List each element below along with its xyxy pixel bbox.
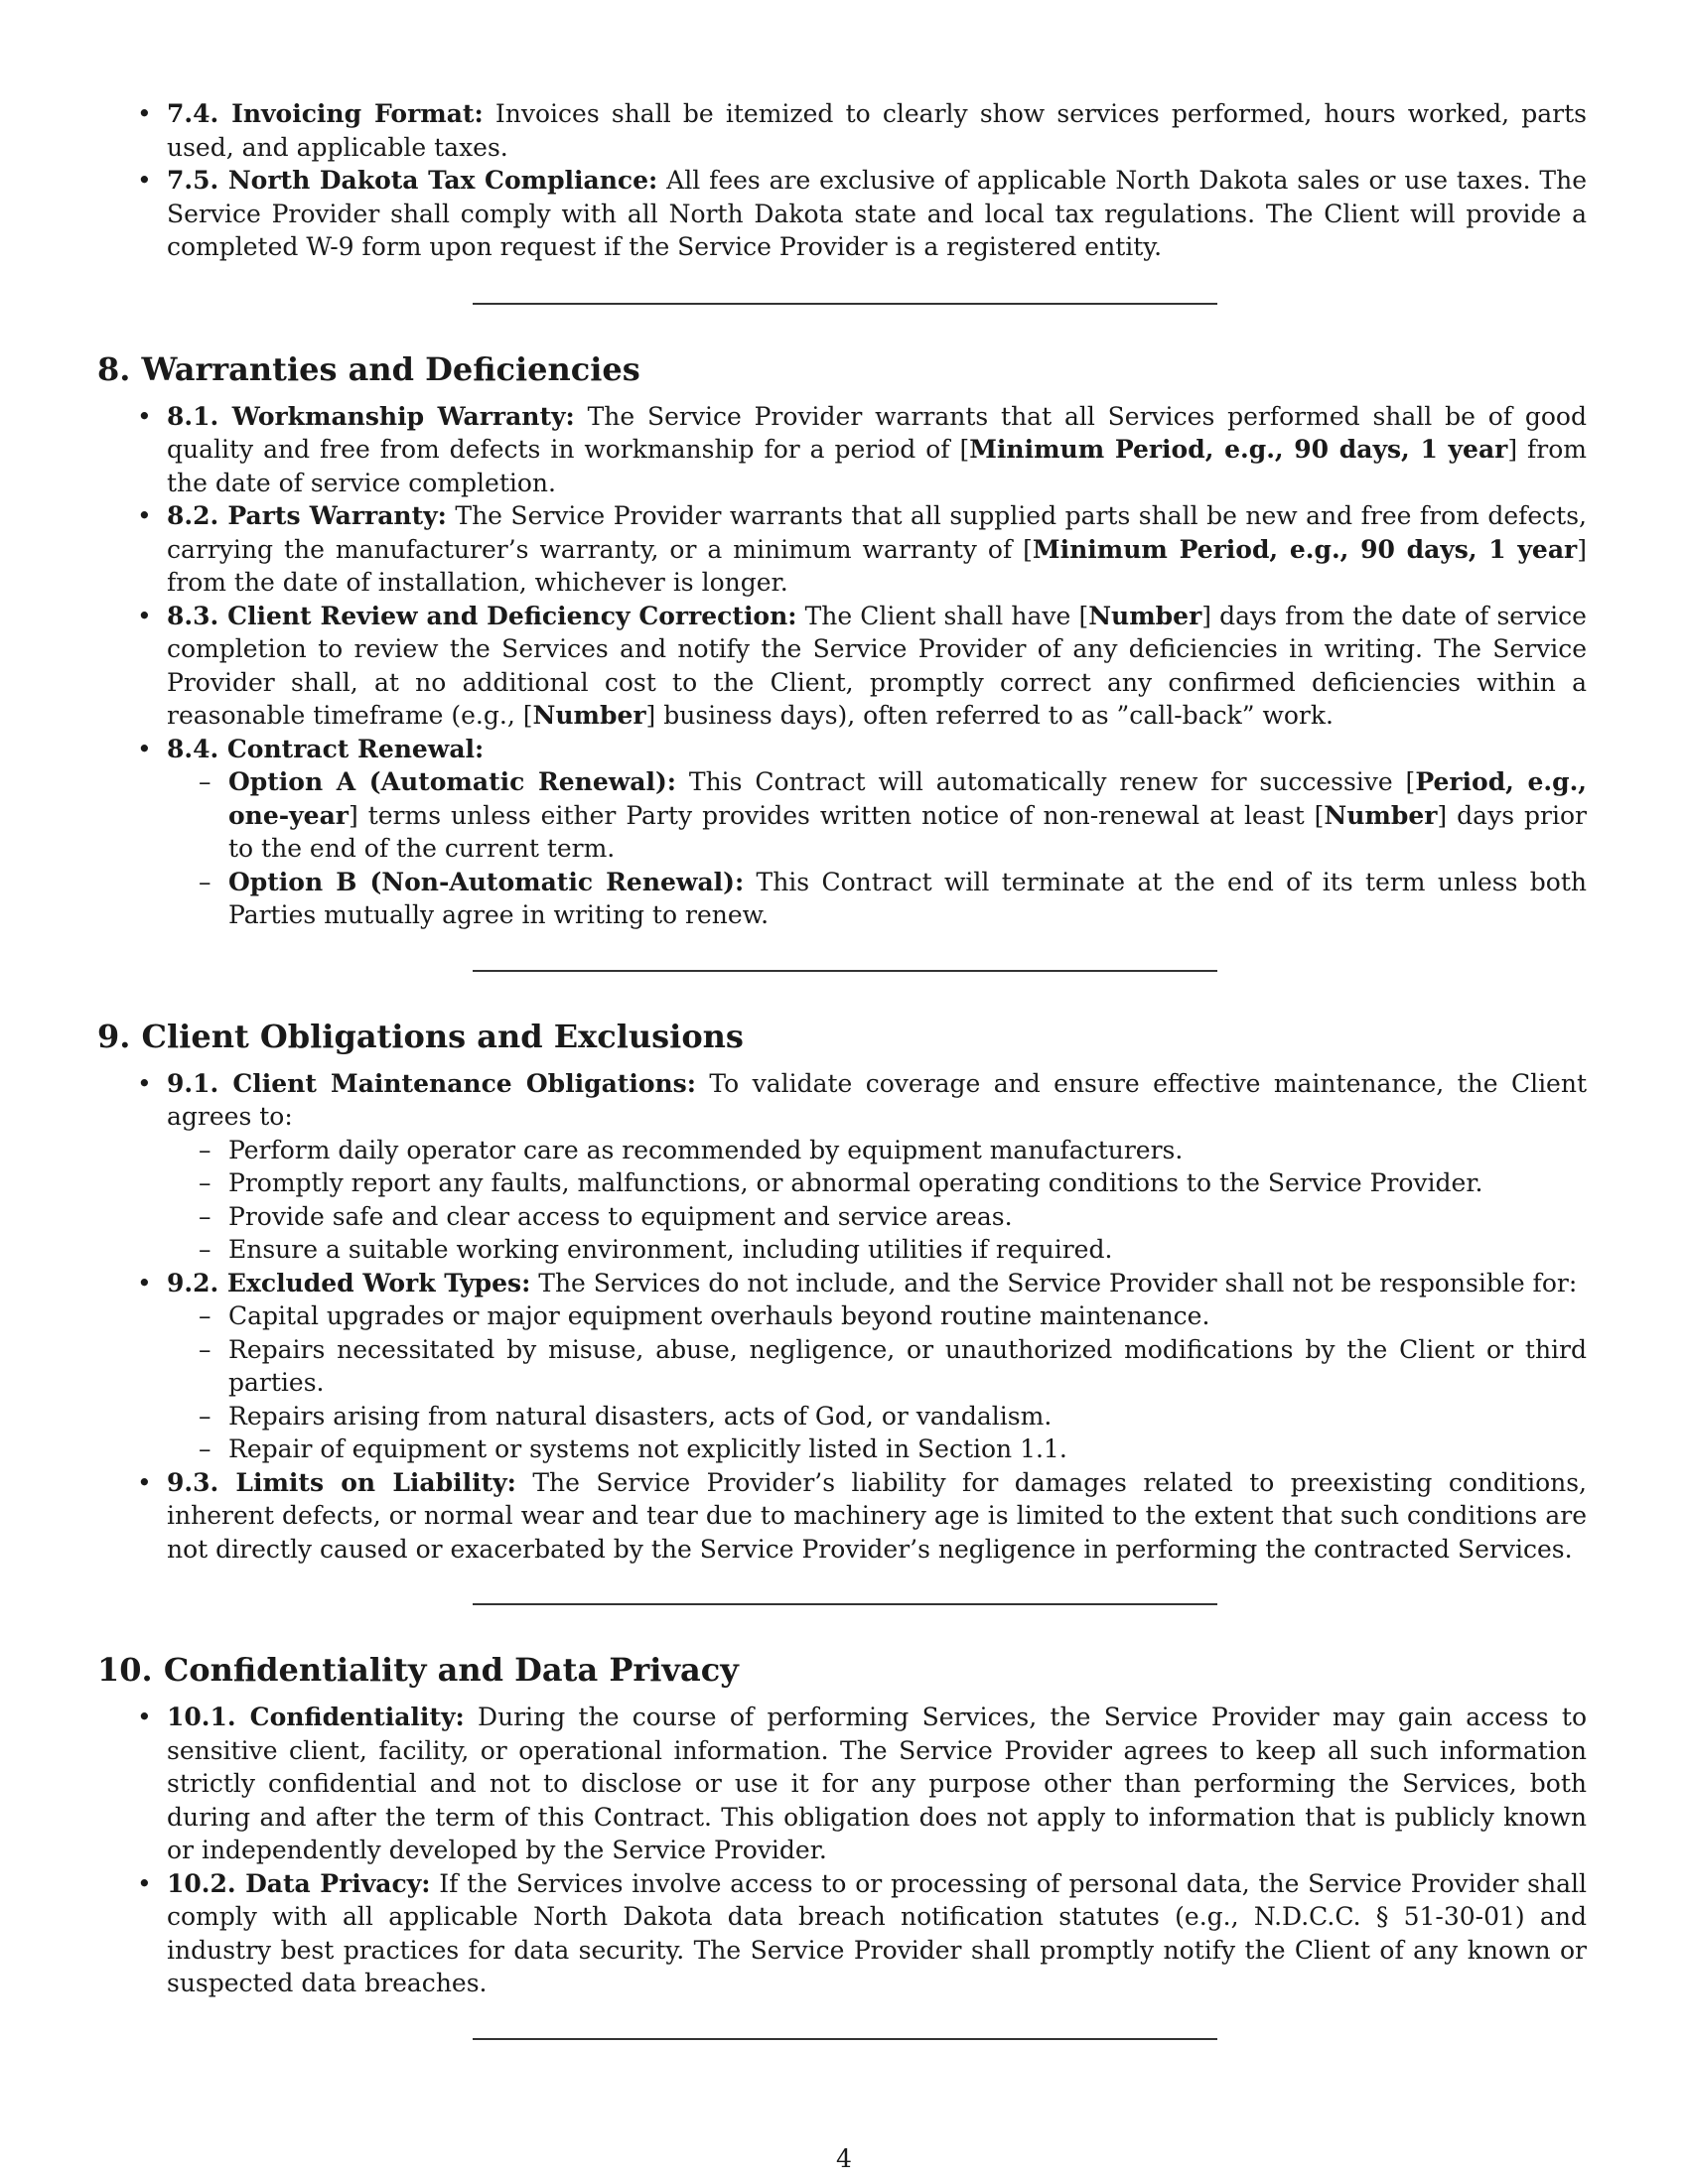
item-label: 9.1. Client Maintenance Obligations: xyxy=(167,1068,696,1098)
list-item: • 8.1. Workmanship Warranty: The Service Provider warrants that all Services performed shall be of good quality and free from defects in workmanship for a period of [Minimum Period, e.g., 90 days, 1 year] from the date of service completion. xyxy=(97,400,1587,500)
page-number: 4 xyxy=(836,2144,852,2173)
section-divider xyxy=(473,1603,1217,1605)
list-item: • 8.2. Parts Warranty: The Service Provider warrants that all supplied parts shall be new and free from defects, carrying the manufacturer’s warranty, or a minimum warranty of [Minimum Period, e.g., 90 days, 1 year] from the date of installation, whichever is longer. xyxy=(97,499,1587,600)
item-label: 8.2. Parts Warranty: xyxy=(167,501,447,530)
document-page xyxy=(97,97,1587,2040)
sub-list-item: – Capital upgrades or major equipment overhauls beyond routine maintenance. xyxy=(167,1299,1587,1333)
item-label: 9.3. Limits on Liability: xyxy=(167,1467,516,1497)
sub-list-item: – Repairs arising from natural disasters, acts of God, or vandalism. xyxy=(167,1400,1587,1433)
sub-list-item: – Provide safe and clear access to equipment and service areas. xyxy=(167,1200,1587,1234)
sub-list-item: – Promptly report any faults, malfunctions, or abnormal operating conditions to the Service Provider. xyxy=(167,1166,1587,1200)
list-item: • 10.2. Data Privacy: If the Services involve access to or processing of personal data, the Service Provider shall comply with all applicable North Dakota data breach notification statutes (e.g., N.D.C.C. § 51-30-01) and industry best practices for data security. The Service Provider shall promptly notify the Client of any known or suspected data breaches. xyxy=(97,1867,1587,2000)
list-item: • 7.4. Invoicing Format: Invoices shall be itemized to clearly show services performed, hours worked, parts used, and applicable taxes. xyxy=(97,97,1587,164)
item-label: 10.1. Confidentiality: xyxy=(167,1703,465,1731)
section-divider xyxy=(473,303,1217,305)
section-7-list xyxy=(97,97,1587,264)
option-label: Option A (Automatic Renewal): xyxy=(228,767,677,796)
list-item: • 9.1. Client Maintenance Obligations: To validate coverage and ensure effective maintenance, the Client agrees to: – Perform daily operator care as recommended by equipment manufacturers. – Promptly report any faults, malfunctions, or abnormal operating conditions to the Service Provider. – Provide safe and clear access to equipment and service areas. – Ensure a suitable working environment, including utilities if required. xyxy=(97,1067,1587,1267)
section-heading: 9. Client Obligations and Exclusions xyxy=(97,1017,744,1055)
sub-list-item: – Ensure a suitable working environment, including utilities if required. xyxy=(167,1233,1587,1267)
item-label: 9.2. Excluded Work Types: xyxy=(167,1268,531,1297)
item-label: 7.4. Invoicing Format: xyxy=(167,99,484,128)
item-label: 8.4. Contract Renewal: xyxy=(167,734,485,763)
section-divider xyxy=(473,2038,1217,2040)
section-10-list xyxy=(97,1701,1587,2000)
list-item: • 9.2. Excluded Work Types: The Services do not include, and the Service Provider shall not be responsible for: – Capital upgrades or major equipment overhauls beyond routine maintenance. – Repairs necessitated by misuse, abuse, negligence, or unauthorized modifications by the Client or third parties. – Repairs arising from natural disasters, acts of God, or vandalism. – Repair of equipment or systems not explicitly listed in Section 1.1. xyxy=(97,1267,1587,1466)
list-item: • 7.5. North Dakota Tax Compliance: All fees are exclusive of applicable North Dakota sales or use taxes. The Service Provider shall comply with all North Dakota state and local tax regulations. The Client will provide a completed W-9 form upon request if the Service Provider is a registered entity. xyxy=(97,164,1587,264)
sub-list-item: – Option A (Automatic Renewal): This Contract will automatically renew for successive [Period, e.g., one-year] terms unless either Party provides written notice of non-renewal at least [Number] days prior to the end of the current term. xyxy=(167,765,1587,866)
item-label: 7.5. North Dakota Tax Compliance: xyxy=(167,166,658,195)
section-divider xyxy=(473,970,1217,972)
sub-list-item: – Perform daily operator care as recommended by equipment manufacturers. xyxy=(167,1134,1587,1167)
item-label: 8.1. Workmanship Warranty: xyxy=(167,401,575,431)
option-label: Option B (Non-Automatic Renewal): xyxy=(228,867,745,896)
sub-list-item: – Repair of equipment or systems not explicitly listed in Section 1.1. xyxy=(167,1433,1587,1466)
section-heading: 10. Confidentiality and Data Privacy xyxy=(97,1651,739,1689)
list-item: • 8.3. Client Review and Deficiency Correction: The Client shall have [Number] days from the date of service completion to review the Services and notify the Service Provider of any deficiencies in writing. The Service Provider shall, at no additional cost to the Client, promptly correct any confirmed deficiencies within a reasonable timeframe (e.g., [Number] business days), often referred to as ”call-back” work. xyxy=(97,600,1587,733)
sub-list-item: – Option B (Non-Automatic Renewal): This Contract will terminate at the end of its term unless both Parties mutually agree in writing to renew. xyxy=(167,866,1587,932)
section-8-list xyxy=(97,400,1587,932)
exclusions-list xyxy=(167,1299,1587,1466)
renewal-options-list xyxy=(167,765,1587,932)
item-label: 10.2. Data Privacy: xyxy=(167,1868,431,1898)
list-item: • 9.3. Limits on Liability: The Service Provider’s liability for damages related to preexisting conditions, inherent defects, or normal wear and tear due to machinery age is limited to the extent that such conditions are not directly caused or exacerbated by the Service Provider’s negligence in performing the contracted Services. xyxy=(97,1466,1587,1567)
list-item: • 10.1. Confidentiality: During the course of performing Services, the Service Provider may gain access to sensitive client, facility, or operational information. The Service Provider agrees to keep all such information strictly confidential and not to disclose or use it for any purpose other than performing the Services, both during and after the term of this Contract. This obligation does not apply to information that is publicly known or independently developed by the Service Provider. xyxy=(97,1701,1587,1867)
section-heading: 8. Warranties and Deficiencies xyxy=(97,349,640,388)
obligations-list xyxy=(167,1134,1587,1267)
sub-list-item: – Repairs necessitated by misuse, abuse, negligence, or unauthorized modifications by the Client or third parties. xyxy=(167,1333,1587,1400)
section-9-list xyxy=(97,1067,1587,1567)
list-item xyxy=(97,733,1587,932)
item-label: 8.3. Client Review and Deficiency Correction: xyxy=(167,601,797,630)
